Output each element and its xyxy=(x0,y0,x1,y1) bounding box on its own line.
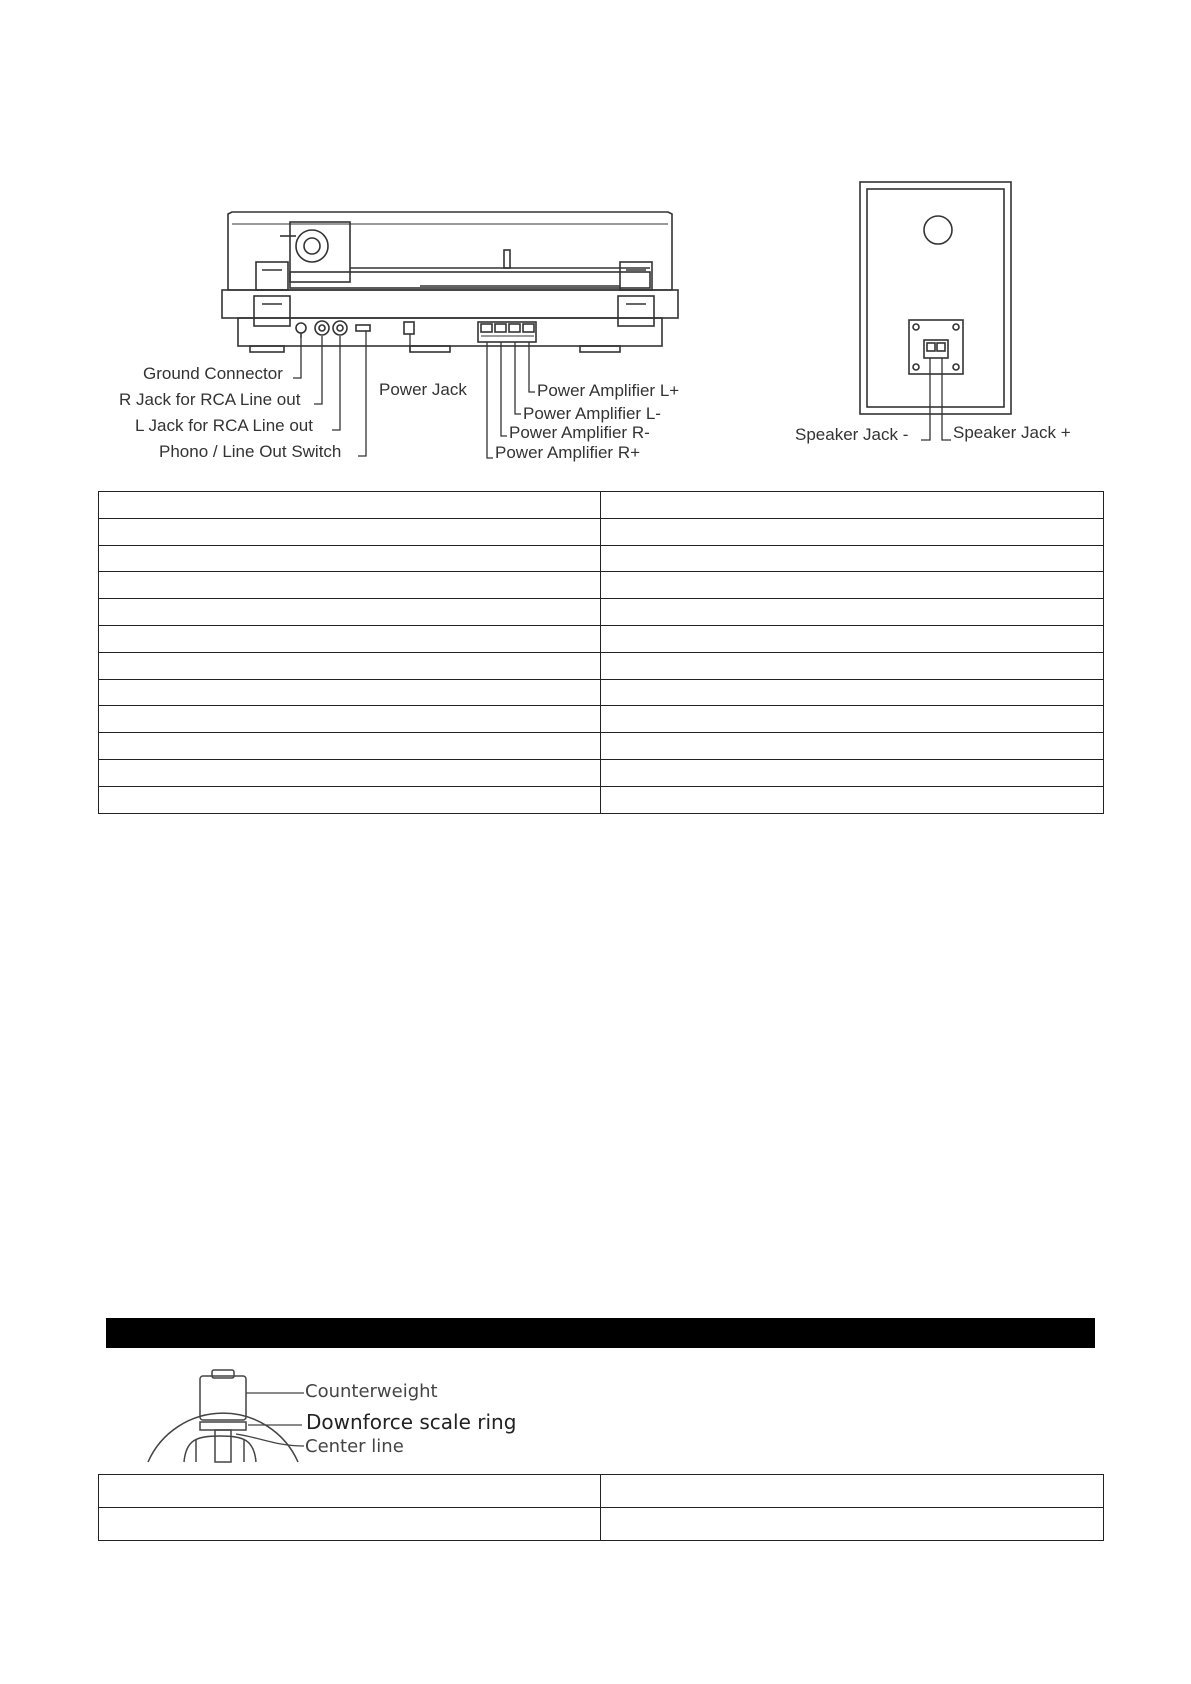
table-row xyxy=(99,625,1104,652)
label-downforce-ring: Downforce scale ring xyxy=(306,1410,517,1434)
label-amp-r-minus: Power Amplifier R- xyxy=(509,423,650,442)
label-r-jack: R Jack for RCA Line out xyxy=(119,390,301,409)
table-cell xyxy=(601,759,1104,786)
table-row xyxy=(99,518,1104,545)
table-row xyxy=(99,679,1104,706)
label-amp-l-plus: Power Amplifier L+ xyxy=(537,381,680,400)
label-counterweight: Counterweight xyxy=(305,1381,438,1402)
table-cell xyxy=(601,1508,1104,1541)
table-cell xyxy=(601,545,1104,572)
table-row xyxy=(99,706,1104,733)
table-cell xyxy=(99,679,601,706)
label-l-jack: L Jack for RCA Line out xyxy=(135,416,313,435)
table-cell xyxy=(99,759,601,786)
table-row xyxy=(99,545,1104,572)
table-cell xyxy=(601,492,1104,519)
connections-table xyxy=(98,491,1104,814)
table-cell xyxy=(601,733,1104,760)
label-center-line: Center line xyxy=(305,1436,404,1457)
table-cell xyxy=(99,492,601,519)
table-cell xyxy=(601,599,1104,626)
section-header-bar xyxy=(106,1318,1095,1348)
label-speaker-jack-plus: Speaker Jack + xyxy=(953,423,1071,442)
table-cell xyxy=(99,572,601,599)
table-cell xyxy=(99,706,601,733)
table-cell xyxy=(99,1475,601,1508)
table-cell xyxy=(99,625,601,652)
label-speaker-jack-minus: Speaker Jack - xyxy=(795,425,909,444)
table-row xyxy=(99,572,1104,599)
label-phono-switch: Phono / Line Out Switch xyxy=(159,442,342,461)
table-cell xyxy=(601,786,1104,813)
table-row xyxy=(99,1475,1104,1508)
label-ground-connector: Ground Connector xyxy=(143,364,283,383)
table-cell xyxy=(601,652,1104,679)
table-cell xyxy=(601,1475,1104,1508)
table-row xyxy=(99,492,1104,519)
counterweight-table xyxy=(98,1474,1104,1541)
table-row xyxy=(99,733,1104,760)
table-cell xyxy=(99,786,601,813)
table-row xyxy=(99,759,1104,786)
table-cell xyxy=(99,545,601,572)
label-amp-l-minus: Power Amplifier L- xyxy=(523,404,661,423)
label-amp-r-plus: Power Amplifier R+ xyxy=(495,443,641,462)
table-cell xyxy=(601,679,1104,706)
table-row xyxy=(99,599,1104,626)
table-cell xyxy=(99,733,601,760)
table-cell xyxy=(601,625,1104,652)
table-row xyxy=(99,652,1104,679)
table-cell xyxy=(99,599,601,626)
table-cell xyxy=(99,652,601,679)
table-cell xyxy=(99,1508,601,1541)
table-cell xyxy=(99,518,601,545)
table-row xyxy=(99,1508,1104,1541)
table-cell xyxy=(601,706,1104,733)
label-power-jack: Power Jack xyxy=(379,380,467,399)
table-cell xyxy=(601,572,1104,599)
table-cell xyxy=(601,518,1104,545)
table-row xyxy=(99,786,1104,813)
